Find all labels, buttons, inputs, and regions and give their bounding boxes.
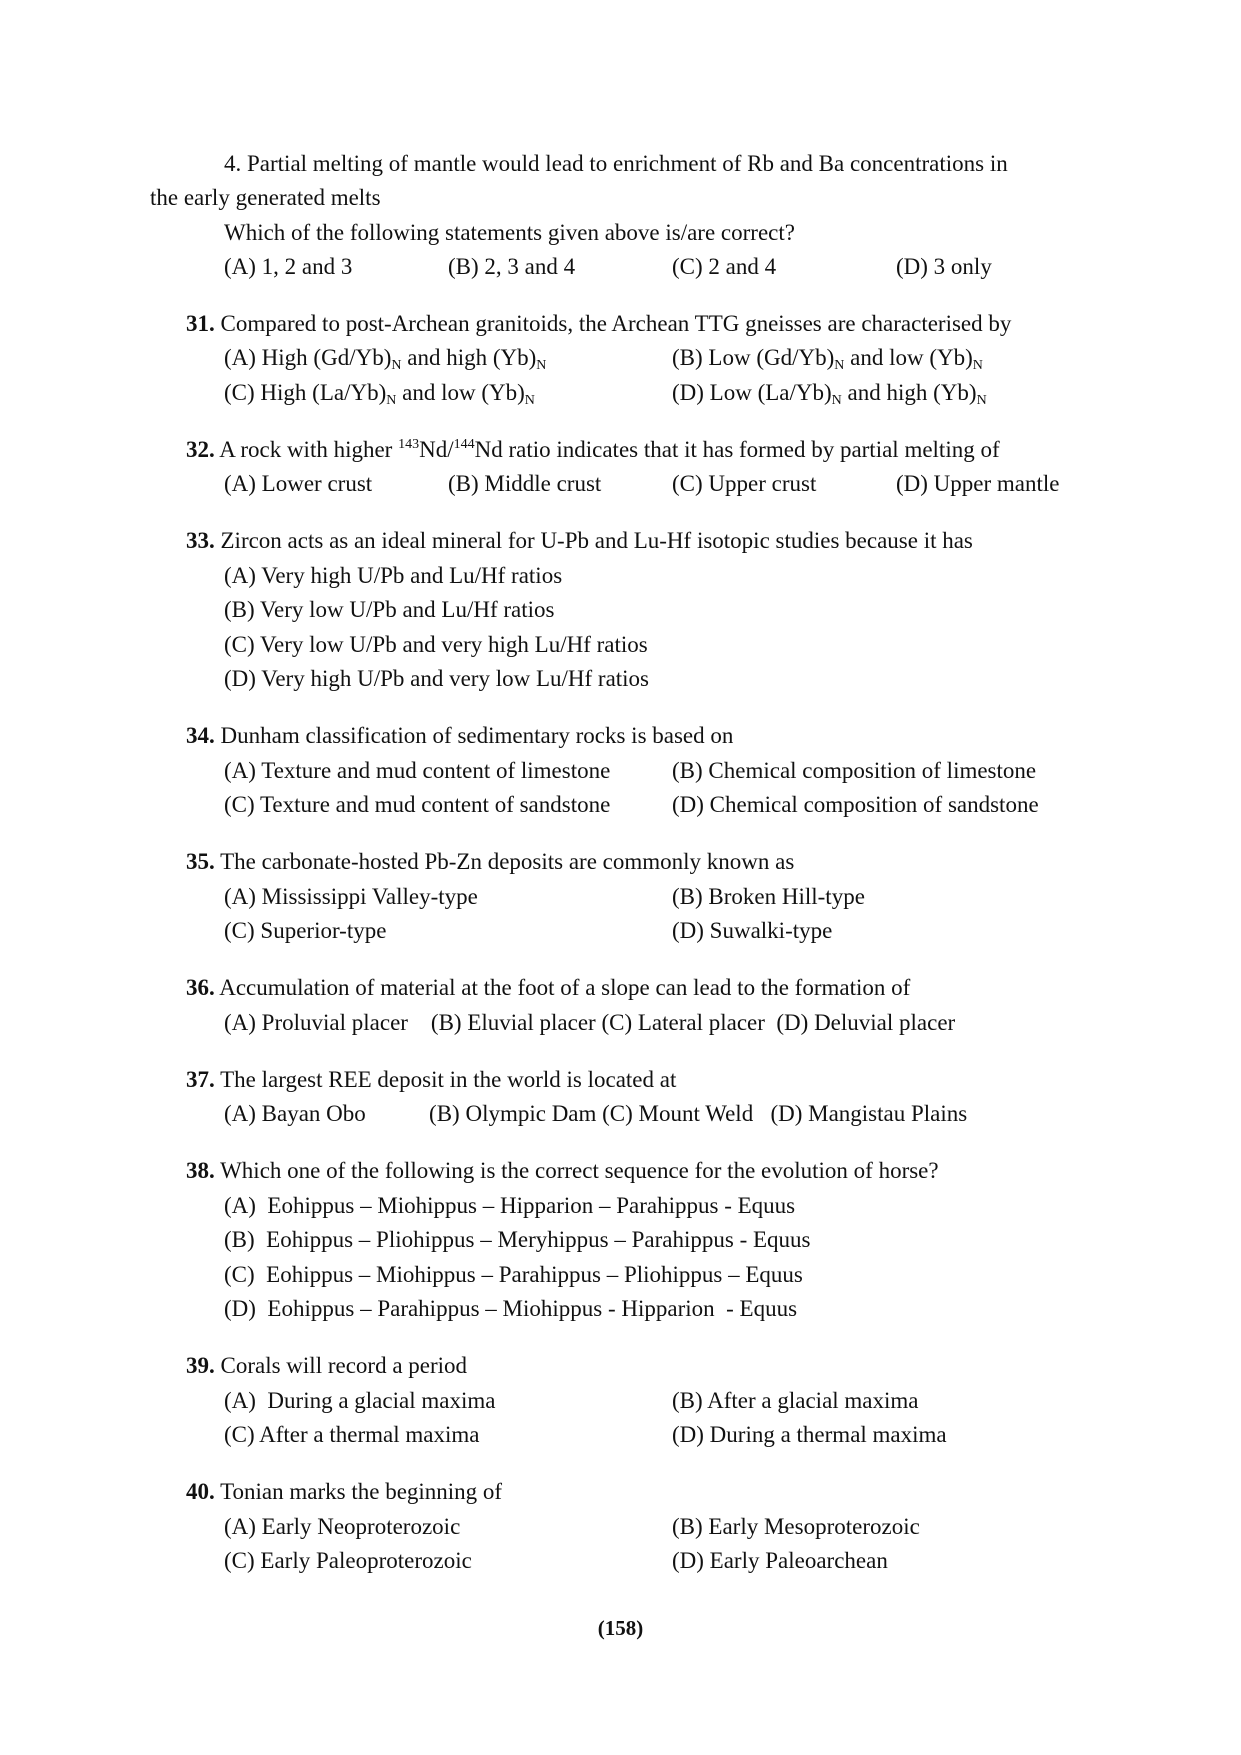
option-d: (D) Suwalki-type xyxy=(672,918,833,943)
question-text: The largest REE deposit in the world is located at xyxy=(220,1067,677,1092)
question-34-stem xyxy=(186,724,733,747)
question-text: Accumulation of material at the foot of a slope can lead to the formation of xyxy=(219,975,911,1000)
question-text: Compared to post-Archean granitoids, the Archean TTG gneisses are characterised by xyxy=(220,311,1012,336)
option-a: (A) Early Neoproterozoic xyxy=(224,1514,461,1539)
question-number: 35. xyxy=(186,849,215,874)
question-text: Which one of the following is the correct sequence for the evolution of horse? xyxy=(220,1158,939,1183)
option-d: (D) Upper mantle xyxy=(896,471,1060,496)
option-c: (C) Eohippus – Miohippus – Parahippus – Pliohippus – Equus xyxy=(224,1262,803,1287)
option-b: (B) Chemical composition of limestone xyxy=(672,758,1037,783)
question-text: Zircon acts as an ideal mineral for U-Pb and Lu-Hf isotopic studies because it has xyxy=(220,528,973,553)
option-c: (C) High $(La/Yb)_N$ and low $(Yb)_N$ xyxy=(224,380,535,408)
option-d: (D) During a thermal maxima xyxy=(672,1422,947,1447)
question-number: 39. xyxy=(186,1353,215,1378)
question-39-stem xyxy=(186,1354,467,1377)
option-b: (B) Early Mesoproterozoic xyxy=(672,1514,920,1539)
question-text: Corals will record a period xyxy=(220,1353,468,1378)
option-b: (B) Middle crust xyxy=(448,471,602,496)
option-b: (B) Low $(Gd/Yb)_N$ and low $(Yb)_N$ xyxy=(672,345,983,373)
question-38-stem xyxy=(186,1159,939,1182)
option-b: (B) Eohippus – Pliohippus – Meryhippus – Parahippus - Equus xyxy=(224,1227,811,1252)
question-30-prompt: Which of the following statements given above is/are correct? xyxy=(224,220,795,245)
option-b: (B) Very low U/Pb and Lu/Hf ratios xyxy=(224,597,555,622)
option-a: (A) Mississippi Valley-type xyxy=(224,884,478,909)
question-text: The carbonate-hosted Pb-Zn deposits are commonly known as xyxy=(220,849,795,874)
question-33-stem xyxy=(186,529,973,552)
option-a: (A) Lower crust xyxy=(224,471,373,496)
question-number: 33. xyxy=(186,528,215,553)
statement-4-line-1: 4. Partial melting of mantle would lead to enrichment of Rb and Ba concentrations in xyxy=(224,151,1008,176)
question-31-stem xyxy=(186,312,1011,335)
question-37-stem xyxy=(186,1068,676,1091)
question-number: 40. xyxy=(186,1479,215,1504)
option-d: (D) Chemical composition of sandstone xyxy=(672,792,1039,817)
option-c: (C) Superior-type xyxy=(224,918,387,943)
option-c: (C) Texture and mud content of sandstone xyxy=(224,792,611,817)
option-b: (B) After a glacial maxima xyxy=(672,1388,919,1413)
page-number: (158) xyxy=(597,1616,644,1640)
question-number: 34. xyxy=(186,723,215,748)
question-35-stem xyxy=(186,850,794,873)
question-text: Tonian marks the beginning of xyxy=(220,1479,503,1504)
option-d: (D) 3 only xyxy=(896,254,992,279)
options-line: (A) Proluvial placer (B) Eluvial placer (C) Lateral placer (D) Deluvial placer xyxy=(224,1010,956,1035)
option-a: (A) Very high U/Pb and Lu/Hf ratios xyxy=(224,563,563,588)
option-d: (D) Early Paleoarchean xyxy=(672,1548,888,1573)
option-c: (C) Upper crust xyxy=(672,471,817,496)
question-number: 37. xyxy=(186,1067,215,1092)
option-b: (B) Broken Hill-type xyxy=(672,884,865,909)
options-line: (A) Bayan Obo (B) Olympic Dam (C) Mount Weld (D) Mangistau Plains xyxy=(224,1101,968,1126)
option-c: (C) After a thermal maxima xyxy=(224,1422,480,1447)
option-c: (C) Very low U/Pb and very high Lu/Hf ratios xyxy=(224,632,648,657)
option-b: (B) 2, 3 and 4 xyxy=(448,254,576,279)
option-a: (A) High $(Gd/Yb)_N$ and high $(Yb)_N$ xyxy=(224,345,547,373)
option-d: (D) Low $(La/Yb)_N$ and high $(Yb)_N$ xyxy=(672,380,987,408)
question-number: 36. xyxy=(186,975,215,1000)
question-36-stem xyxy=(186,976,910,999)
option-a: (A) Texture and mud content of limestone xyxy=(224,758,611,783)
statement-4-line-2: the early generated melts xyxy=(150,185,381,210)
question-number: 31. xyxy=(186,311,215,336)
question-40-stem xyxy=(186,1480,502,1503)
option-a: (A) During a glacial maxima xyxy=(224,1388,496,1413)
option-c: (C) Early Paleoproterozoic xyxy=(224,1548,472,1573)
question-number: 38. xyxy=(186,1158,215,1183)
question-32-stem: 32. A rock with higher $^{143}$Nd/$^{144}$Nd ratio indicates that it has formed by partial melting of xyxy=(186,437,1000,462)
question-number: 32. xyxy=(186,437,215,462)
option-d: (D) Eohippus – Parahippus – Miohippus - Hipparion - Equus xyxy=(224,1296,798,1321)
option-a: (A) 1, 2 and 3 xyxy=(224,254,353,279)
option-d: (D) Very high U/Pb and very low Lu/Hf ratios xyxy=(224,666,650,691)
option-a: (A) Eohippus – Miohippus – Hipparion – Parahippus - Equus xyxy=(224,1193,796,1218)
option-c: (C) 2 and 4 xyxy=(672,254,777,279)
question-text: Dunham classification of sedimentary rocks is based on xyxy=(220,723,734,748)
